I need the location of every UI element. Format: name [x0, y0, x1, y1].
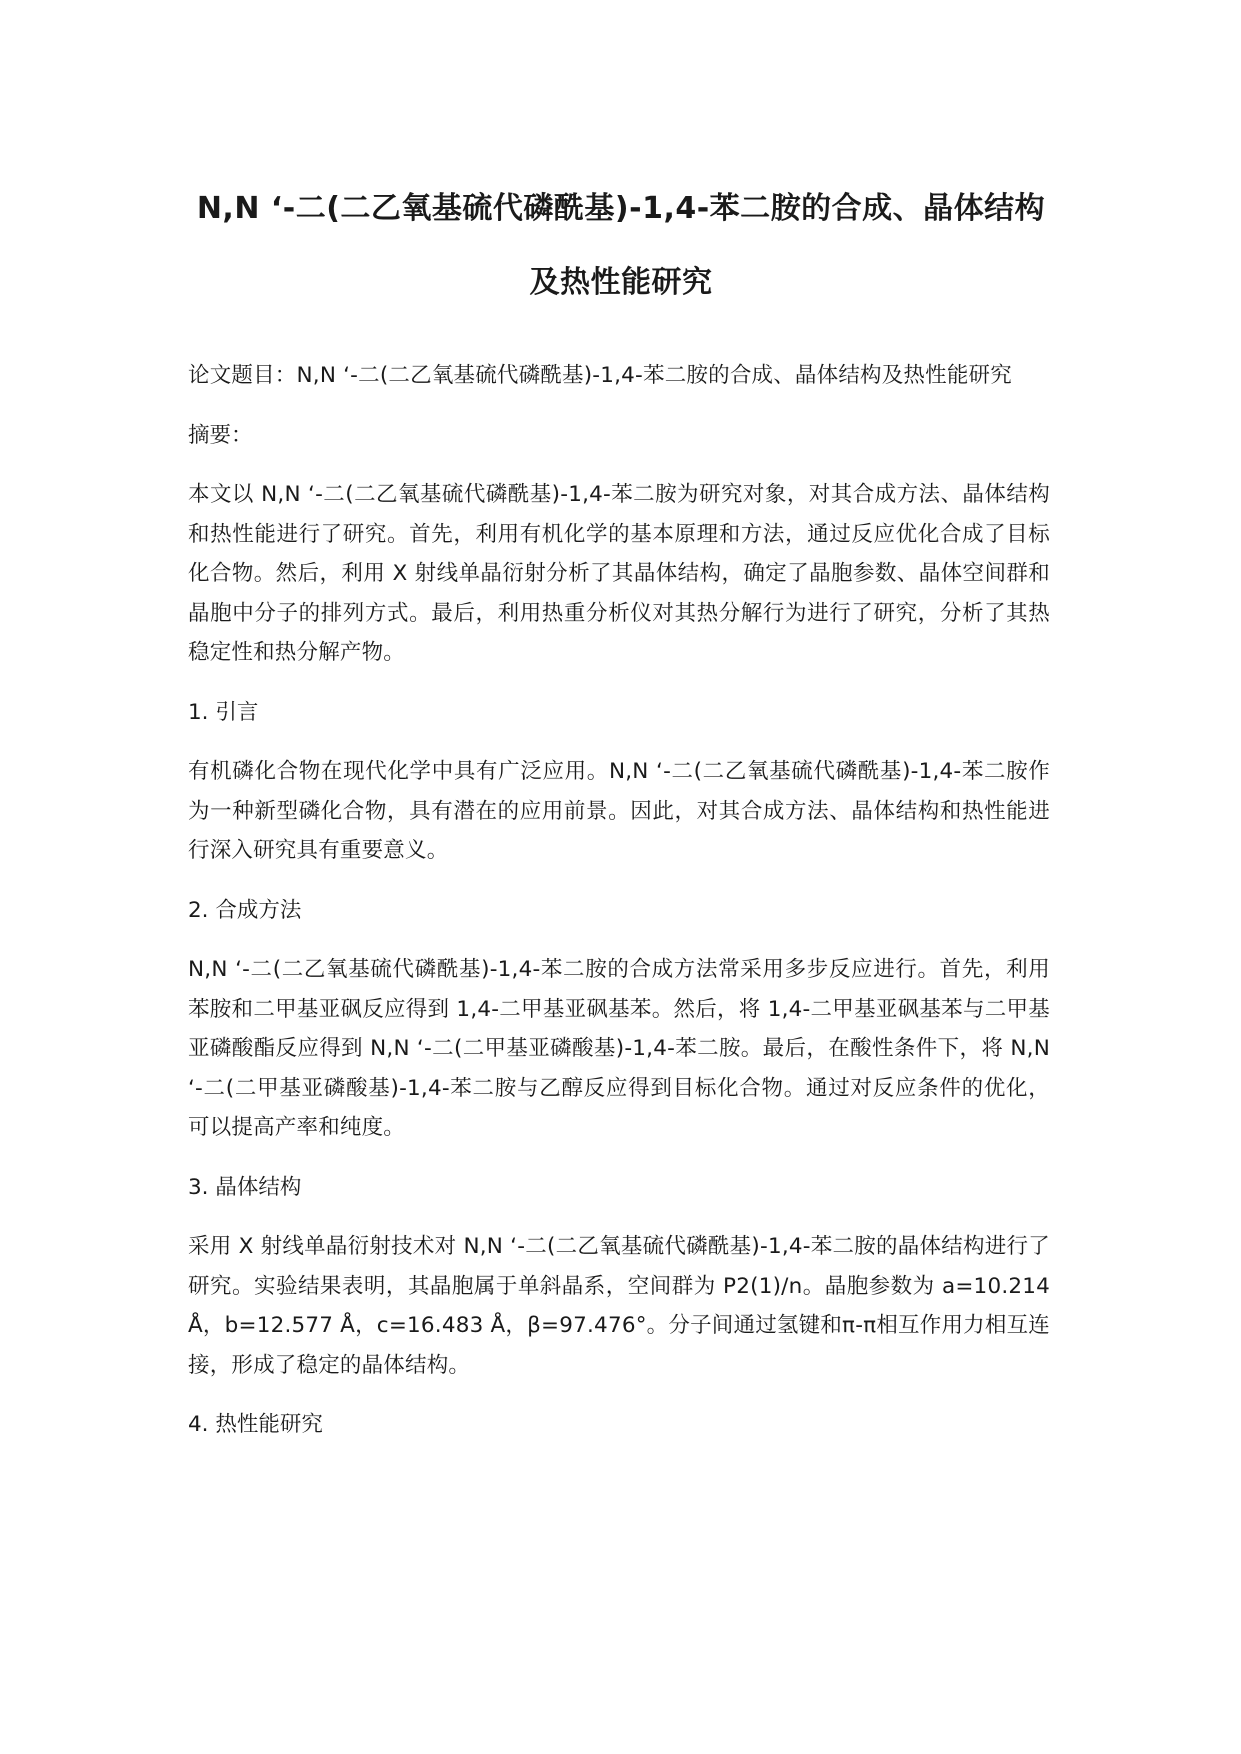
abstract-label: 摘要：	[188, 422, 253, 448]
section-heading-crystal-structure: 3. 晶体结构	[188, 1174, 302, 1200]
section-text-crystal-structure: 采用 X 射线单晶衍射技术对 N,N ‘-二(二乙氧基硫代磷酰基)-1,4-苯二胺的晶体结构进行了研究。实验结果表明，其晶胞属于单斜晶系，空间群为 P2(1)/n。晶胞参数为 a=10.214 Å，b=12.577 Å，c=16.483 Å，β=97.476°。分子间通过氢键和π-π相互作用力相互连接，形成了稳定的晶体结构。	[188, 1234, 1050, 1378]
paper-title-line: 论文题目：N,N ‘-二(二乙氧基硫代磷酰基)-1,4-苯二胺的合成、晶体结构及热性能研究	[188, 363, 1012, 388]
abstract-text: 本文以 N,N ‘-二(二乙氧基硫代磷酰基)-1,4-苯二胺为研究对象，对其合成方法、晶体结构和热性能进行了研究。首先，利用有机化学的基本原理和方法，通过反应优化合成了目标化合物。然后，利用 X 射线单晶衍射分析了其晶体结构，确定了晶胞参数、晶体空间群和晶胞中分子的排列方式。最后，利用热重分析仪对其热分解行为进行了研究，分析了其热稳定性和热分解产物。	[188, 482, 1050, 665]
document-title: N,N ‘-二(二乙氧基硫代磷酰基)-1,4-苯二胺的合成、晶体结构及热性能研究	[196, 191, 1046, 300]
section-text-introduction: 有机磷化合物在现代化学中具有广泛应用。N,N ‘-二(二乙氧基硫代磷酰基)-1,4-苯二胺作为一种新型磷化合物，具有潜在的应用前景。因此，对其合成方法、晶体结构和热性能进行深入研究具有重要意义。	[188, 759, 1050, 863]
section-heading-introduction: 1. 引言	[188, 699, 259, 725]
section-text-synthesis: N,N ‘-二(二乙氧基硫代磷酰基)-1,4-苯二胺的合成方法常采用多步反应进行。首先，利用苯胺和二甲基亚砜反应得到 1,4-二甲基亚砜基苯。然后，将 1,4-二甲基亚砜基苯与二甲基亚磷酸酯反应得到 N,N ‘-二(二甲基亚磷酸基)-1,4-苯二胺。最后，在酸性条件下，将 N,N ‘-二(二甲基亚磷酸基)-1,4-苯二胺与乙醇反应得到目标化合物。通过对反应条件的优化，可以提高产率和纯度。	[188, 957, 1050, 1140]
section-heading-synthesis: 2. 合成方法	[188, 897, 302, 923]
section-heading-thermal: 4. 热性能研究	[188, 1412, 323, 1437]
document-body	[188, 356, 1050, 1465]
